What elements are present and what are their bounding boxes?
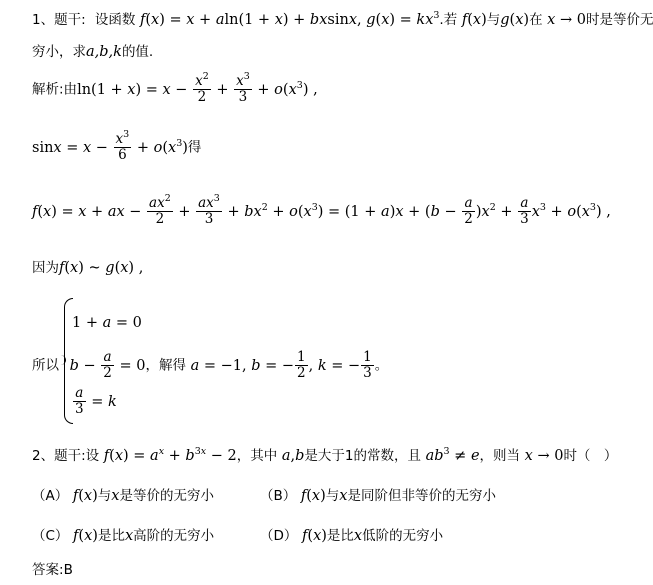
q1-stem-formula: f(x) = x + aln(1 + x) + bxsinx, $g(x) = kx^3$ xyxy=(139,10,440,28)
q1-stem-line2: 穷小，求a,b,k的值. xyxy=(32,44,154,60)
q1-stem-line1: 1、题干: 设函数 f(x) = x + aln(1 + x) + bxsinx, $g(x) = kx^3$.若 f(x)与g(x)在 x → 0时是等价无 xyxy=(32,10,653,28)
q1-analysis-sin: sinx = x − $\frac{x^3}{6}$ + $o(x^3)$得 xyxy=(32,129,202,163)
q1-so: 所以 xyxy=(32,357,59,374)
q2-number: 2、 xyxy=(32,448,55,464)
q2-option-d: （D） f(x)是比x低阶的无穷小 xyxy=(260,528,444,544)
system-eq-3: $\frac{a}{3}$ = k xyxy=(75,385,117,417)
answer-value: B xyxy=(63,562,73,578)
q2-answer xyxy=(32,558,73,578)
answer-label: 答案: xyxy=(32,562,64,578)
q2-option-b: （B） f(x)与x是同阶但非等价的无穷小 xyxy=(260,488,496,504)
q2-option-c: （C） f(x)是比x高阶的无穷小 xyxy=(32,528,215,544)
q1-analysis-label: 解析:由 xyxy=(32,81,78,98)
q1-solution: a = −1, b = − $\frac{1}{2}$ , k = − $\frac{1}{3}$ xyxy=(190,349,372,381)
system-eq-1: 1 + a = 0 xyxy=(72,315,142,331)
q1-stem-text: 设函数 xyxy=(94,12,136,28)
q1-analysis-ln: 解析:由ln(1 + x) = x − $\frac{x^2}{2}$ + $\frac{x^3}{3}$ + $o(x^3)$ , xyxy=(32,71,318,105)
q1-because: 因为f(x) ~ g(x) , xyxy=(32,260,144,276)
q1-analysis-fx: f(x) = x + ax − $\frac{ax^2}{2}$ + $\frac{ax^3}{3}$ + $bx^2 + o(x^3) = (1 + a)x + (b$ − $\frac{a}{2}$ )$x^2$ + $\frac{a}{3}$ $x^3 + o(x^3)$ , xyxy=(32,193,611,227)
q1-number: 1、 xyxy=(32,12,55,28)
q2-stem: 2、题干:设 $f(x) = a^x + b^{3x} - 2$，其中 a,b是大于1的常数，且 $ab^3 \ne e$，则当 x → 0时（ ） xyxy=(32,446,618,464)
system-eq-2-line: 所以 b − $\frac{a}{2}$ = 0，解得 a = −1, b = − $\frac{1}{2}$ , k = − $\frac{1}{3}$ 。 xyxy=(32,349,389,381)
q1-stem-label: 题干: xyxy=(54,12,86,28)
q2-option-a: （A） f(x)与x是等价的无穷小 xyxy=(32,488,214,504)
q1-stem-vars: a,b,k xyxy=(86,44,122,60)
